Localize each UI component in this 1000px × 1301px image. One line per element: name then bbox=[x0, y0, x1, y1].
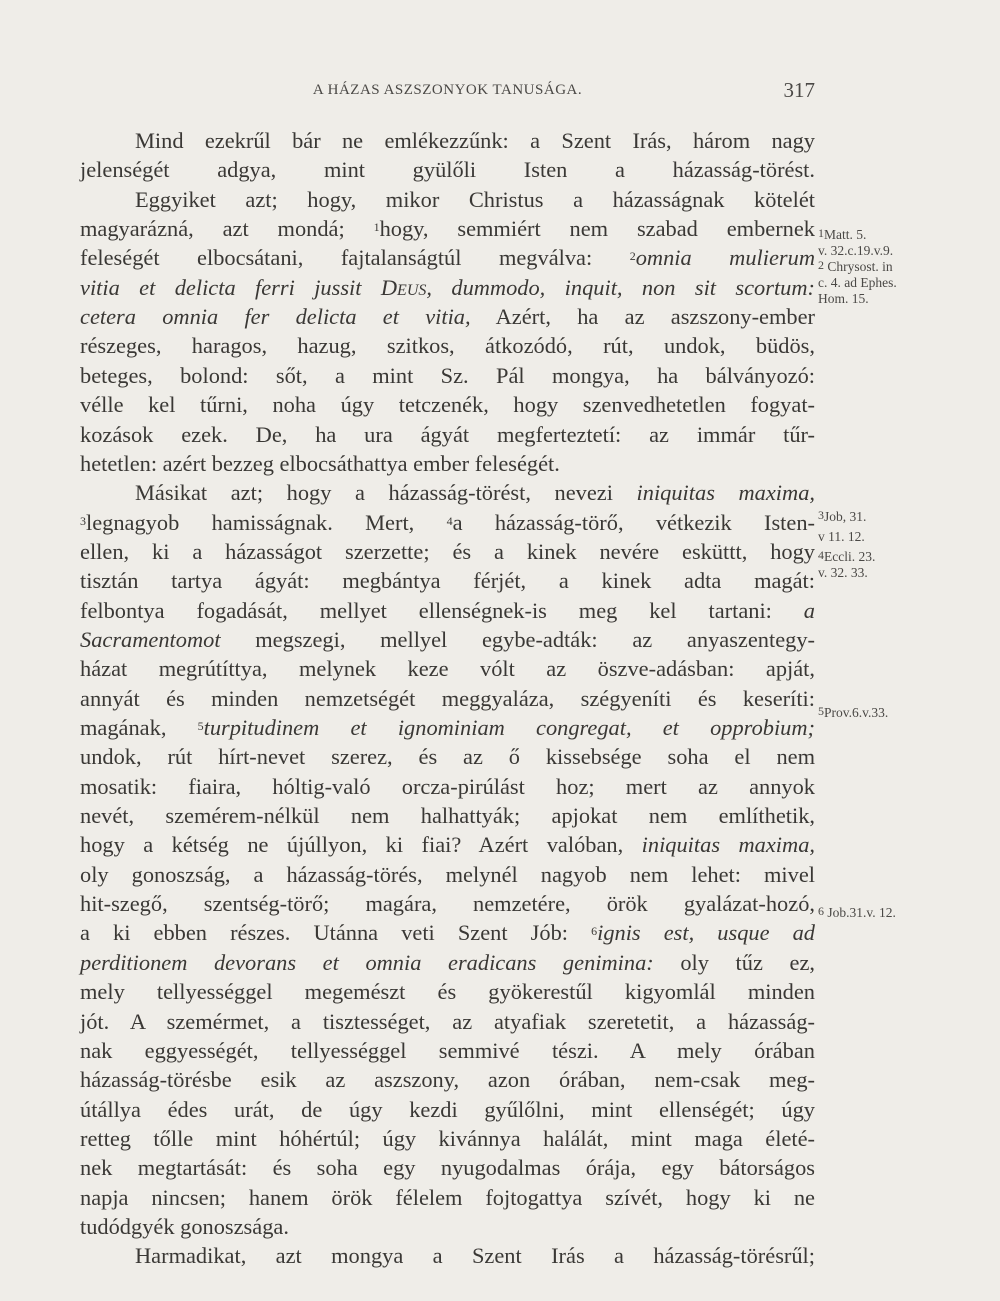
margin-note: $^4$Eccli. 23. bbox=[818, 548, 876, 564]
text-line: magának, $^5$turpitudinem et ignominiam congregat, et opprobium; bbox=[80, 715, 815, 740]
text-line: tudódgyék gonoszsága. bbox=[80, 1214, 289, 1239]
text-line: oly gonoszság, a házasság-törés, melynél nagyob nem lehet: mivel bbox=[80, 862, 815, 887]
text-line: nevét, szemérem-nélkül nem halhattyák; apjokat nem említhetik, bbox=[80, 803, 815, 828]
text-line: hogy a kétség ne újúllyon, ki fiai? Azért valóban, iniquitas maxima, bbox=[80, 832, 815, 857]
text-line: Másikat azt; hogy a házasság-törést, nevezi iniquitas maxima, bbox=[135, 480, 815, 505]
text-line: cetera omnia fer delicta et vitia, Azért, ha az aszszony-ember bbox=[80, 304, 815, 329]
text-line: felbontya fogadását, mellyet ellenségnek-is meg kel tartani: a bbox=[80, 598, 815, 623]
text-line: házat megrútíttya, melynek keze vólt az öszve-adásban: apját, bbox=[80, 656, 815, 681]
text-line: nek megtartását: és soha egy nyugodalmas órája, egy bátorságos bbox=[80, 1155, 815, 1180]
text-line: undok, rút hírt-nevet szerez, és az ő kissebsége soha el nem bbox=[80, 744, 815, 769]
running-title: A HÁZAS ASZSZONYOK TANUSÁGA. bbox=[312, 82, 583, 98]
text-line: magyarázná, azt mondá; $^1$hogy, semmiért nem szabad embernek bbox=[80, 216, 815, 241]
margin-note: $^5$Prov.6.v.33. bbox=[818, 704, 889, 720]
text-line: beteges, bolond: sőt, a mint Sz. Pál mongya, ha bálványozó: bbox=[80, 363, 815, 388]
text-line: Harmadikat, azt mongya a Szent Irás a házasság-törésrűl; bbox=[135, 1243, 815, 1268]
text-line: útállya édes urát, de úgy kezdi gyűlőlni, mint ellenségét; úgy bbox=[80, 1097, 815, 1122]
margin-note: v 11. 12. bbox=[818, 529, 865, 544]
margin-note: $^3$Job, 31. bbox=[818, 508, 867, 524]
text-line: mosatik: fiaira, hóltig-való orcza-pirúlást hoz; mert az annyok bbox=[80, 774, 815, 799]
text-line: tisztán tartya ágyát: megbántya férjét, a kinek adta magát: bbox=[80, 568, 815, 593]
margin-note: Hom. 15. bbox=[818, 291, 869, 306]
page-number: 317 bbox=[783, 78, 815, 102]
margin-note: $^1$Matt. 5. bbox=[818, 226, 867, 242]
running-head bbox=[80, 78, 815, 108]
text-line: annyát és minden nemzetségét meggyaláza, szégyeníti és keseríti: bbox=[80, 686, 815, 711]
margin-note: $^2$ Chrysost. in bbox=[818, 258, 893, 274]
margin-note: $^6$ Job.31.v. 12. bbox=[818, 904, 896, 920]
margin-note: c. 4. ad Ephes. bbox=[818, 275, 897, 290]
text-line: kozások ezek. De, ha ura ágyát megferteztetí: az immár tűr- bbox=[80, 422, 815, 447]
text-line: $^3$legnagyob hamisságnak. Mert, $^4$a házasság-törő, vétkezik Isten- bbox=[80, 510, 815, 535]
text-line: feleségét elbocsátani, fajtalanságtúl megválva: $^2$omnia mulierum bbox=[80, 245, 815, 270]
text-line: részeges, haragos, hazug, szitkos, átkozódó, rút, undok, büdös, bbox=[80, 333, 815, 358]
text-line: napja nincsen; hanem örök félelem fojtogattya szívét, hogy ki ne bbox=[80, 1185, 815, 1210]
text-line: házasság-törésbe esik az aszszony, azon órában, nem-csak meg- bbox=[80, 1067, 815, 1092]
text-line: Eggyiket azt; hogy, mikor Christus a házasságnak kötelét bbox=[135, 187, 815, 212]
text-line: vitia et delicta ferri jussit Deus, dummodo, inquit, non sit scortum: bbox=[80, 275, 815, 300]
text-line: mely tellyességgel megemészt és gyökerestűl kigyomlál minden bbox=[80, 979, 815, 1004]
text-line: Mind ezekrűl bár ne emlékezzűnk: a Szent Irás, három nagy bbox=[135, 128, 815, 153]
text-line: nak eggyességét, tellyességgel semmivé tészi. A mely órában bbox=[80, 1038, 815, 1063]
text-line: hit-szegő, szentség-törő; magára, nemzetére, örök gyalázat-hozó, bbox=[80, 891, 815, 916]
margin-note: v. 32. 33. bbox=[818, 565, 868, 580]
text-line: retteg tőlle mint hóhértúl; úgy kivánnya halálát, mint maga életé- bbox=[80, 1126, 815, 1151]
text-line: ellen, ki a házasságot szerzette; és a kinek nevére esküttt, hogy bbox=[80, 539, 815, 564]
text-line: vélle kel tűrni, noha úgy tetczenék, hogy szenvedhetetlen fogyat- bbox=[80, 392, 815, 417]
text-line: Sacramentomot megszegi, mellyel egybe-adták: az anyaszentegy- bbox=[80, 627, 815, 652]
text-line: hetetlen: azért bezzeg elbocsáthattya ember feleségét. bbox=[80, 451, 560, 476]
text-line: jelenségét adgya, mint gyülőli Isten a házasság-törést. bbox=[80, 157, 815, 182]
margin-note: v. 32.c.19.v.9. bbox=[818, 243, 894, 258]
text-line: jót. A szemérmet, a tisztességet, az atyafiak szeretetit, a házasság- bbox=[80, 1009, 815, 1034]
text-line: perditionem devorans et omnia eradicans genimina: oly tűz ez, bbox=[80, 950, 815, 975]
text-line: a ki ebben részes. Utánna veti Szent Jób: $^6$ignis est, usque ad bbox=[80, 920, 815, 945]
